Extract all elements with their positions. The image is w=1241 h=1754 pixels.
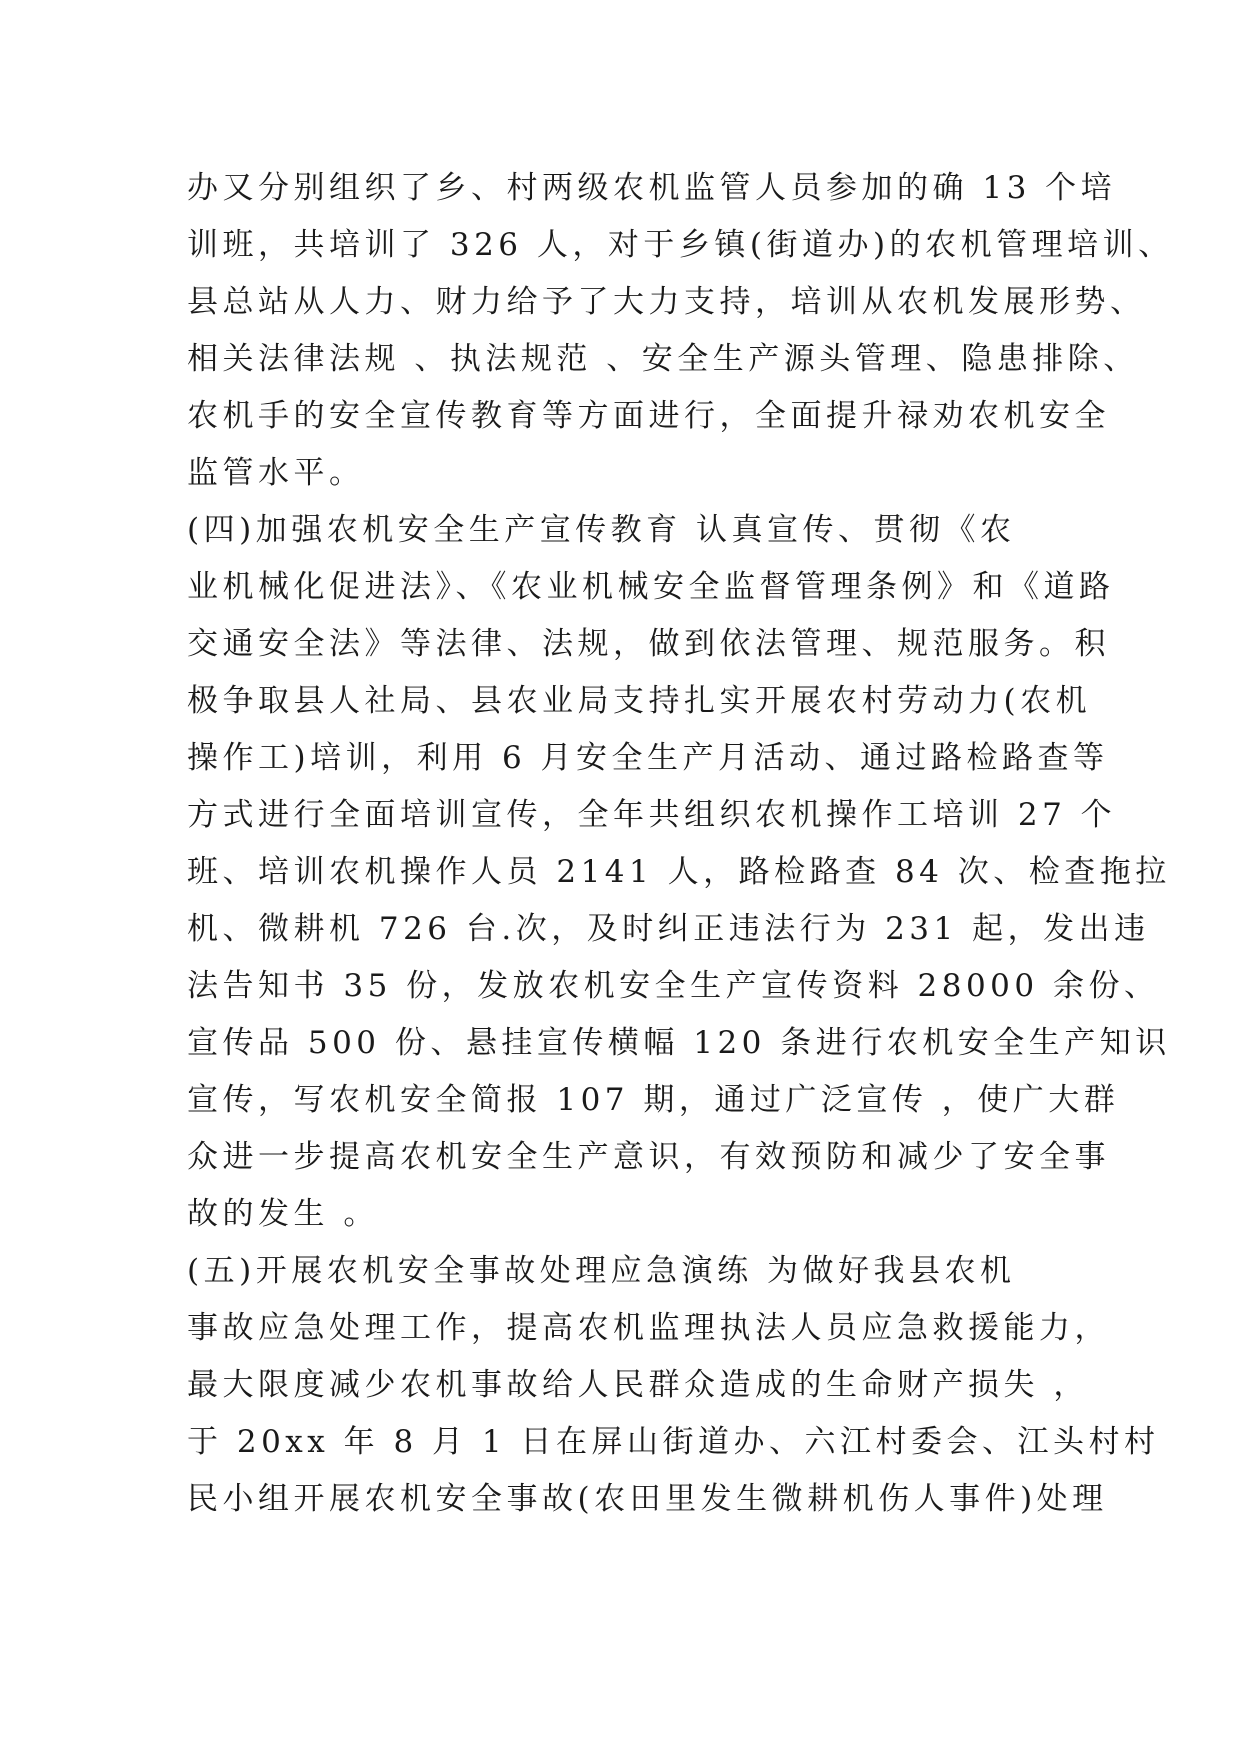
text-line: (五)开展农机安全事故处理应急演练 为做好我县农机 — [187, 1253, 1016, 1289]
text-line: 业机械化促进法》、《农业机械安全监督管理条例》和《道路 — [187, 569, 1115, 605]
text-line: 众进一步提高农机安全生产意识，有效预防和减少了安全事 — [187, 1139, 1110, 1175]
body-text — [187, 160, 1174, 1528]
text-line: 训班，共培训了 326 人，对于乡镇(街道办)的农机管理培训、 — [187, 227, 1174, 263]
text-line: 法告知书 35 份，发放农机安全生产宣传资料 28000 余份、 — [187, 968, 1160, 1004]
text-line: 最大限度减少农机事故给人民群众造成的生命财产损失 ， — [187, 1367, 1089, 1403]
text-line: 民小组开展农机安全事故(农田里发生微耕机伤人事件)处理 — [187, 1481, 1108, 1517]
text-line: 交通安全法》等法律、法规，做到依法管理、规范服务。积 — [187, 626, 1110, 662]
text-line: 操作工)培训，利用 6 月安全生产月活动、通过路检路查等 — [187, 740, 1109, 776]
text-line: 于 20xx 年 8 月 1 日在屏山街道办、六江村委会、江头村村 — [187, 1424, 1160, 1460]
text-line: 事故应急处理工作，提高农机监理执法人员应急救援能力， — [187, 1310, 1110, 1346]
text-line: 故的发生 。 — [187, 1196, 379, 1232]
text-line: 宣传品 500 份、悬挂宣传横幅 120 条进行农机安全生产知识 — [187, 1025, 1171, 1061]
text-line: 相关法律法规 、执法规范 、安全生产源头管理、隐患排除、 — [187, 341, 1139, 377]
text-line: 宣传，写农机安全简报 107 期，通过广泛宣传 ，使广大群 — [187, 1082, 1120, 1118]
text-line: 监管水平。 — [187, 455, 365, 491]
text-line: 方式进行全面培训宣传，全年共组织农机操作工培训 27 个 — [187, 797, 1117, 833]
text-line: 办又分别组织了乡、村两级农机监管人员参加的确 13 个培 — [187, 170, 1117, 206]
text-line: (四)加强农机安全生产宣传教育 认真宣传、贯彻《农 — [187, 512, 1016, 548]
text-line: 班、培训农机操作人员 2141 人，路检路查 84 次、检查拖拉 — [187, 854, 1171, 890]
text-line: 县总站从人力、财力给予了大力支持，培训从农机发展形势、 — [187, 284, 1146, 320]
text-line: 农机手的安全宣传教育等方面进行，全面提升禄劝农机安全 — [187, 398, 1110, 434]
text-line: 极争取县人社局、县农业局支持扎实开展农村劳动力(农机 — [187, 683, 1092, 719]
text-line: 机、微耕机 726 台.次，及时纠正违法行为 231 起，发出违 — [187, 911, 1150, 947]
